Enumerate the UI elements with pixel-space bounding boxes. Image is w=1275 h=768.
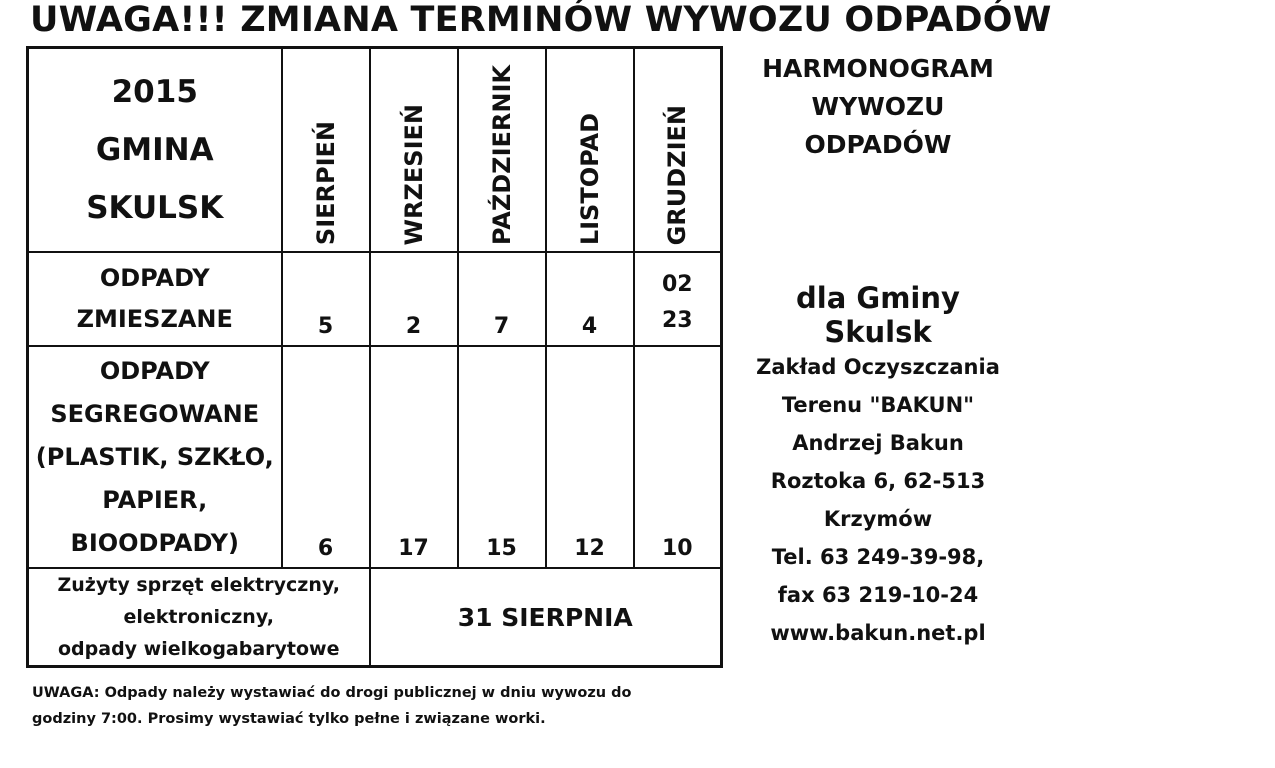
footer-note-line: UWAGA: Odpady należy wystawiać do drogi publicznej w dniu wywozu do [32, 685, 632, 701]
row-label-line: ODPADY [99, 264, 210, 292]
month-label: WRZESIEŃ [399, 103, 428, 245]
mixed-date-second: 23 [661, 308, 693, 333]
footer-note [32, 680, 732, 732]
row-label-line: Zużyty sprzęt elektryczny, elektroniczny, [57, 574, 340, 628]
row-label-line: SEGREGOWANE [50, 399, 260, 428]
segregated-value-wrzesien: 17 [370, 346, 458, 568]
title-year: 2015 [111, 74, 198, 110]
segregated-value-listopad: 12 [546, 346, 634, 568]
electronics-date: 31 SIERPNIA [370, 568, 722, 667]
sidebar-title-line: ODPADÓW [804, 130, 952, 159]
table-title-cell [28, 48, 282, 253]
sidebar-title-line: WYWOZU [811, 92, 945, 121]
company-fax: fax 63 219-10-24 [777, 583, 979, 607]
table-row-mixed-waste [28, 252, 722, 346]
month-label: LISTOPAD [575, 112, 604, 245]
row-label-line: ZMIESZANE [76, 305, 233, 333]
row-label-line: ODPADY [99, 356, 210, 385]
company-info [738, 348, 1018, 652]
mixed-value-wrzesien: 2 [370, 252, 458, 346]
month-header-grudzien [634, 48, 722, 253]
waste-schedule-table [26, 46, 723, 668]
company-address: Roztoka 6, 62-513 [770, 469, 986, 493]
month-header-sierpien [282, 48, 370, 253]
company-phone: Tel. 63 249-39-98, [771, 545, 985, 569]
table-row-electronics [28, 568, 722, 667]
month-label: PAŹDZIERNIK [487, 64, 516, 245]
row-label-line: PAPIER, [102, 485, 208, 514]
month-label: GRUDZIEŃ [663, 104, 692, 245]
month-label: SIERPIEŃ [311, 120, 340, 245]
segregated-value-grudzien: 10 [634, 346, 722, 568]
row-label-line: (PLASTIK, SZKŁO, [35, 442, 274, 471]
company-name-line: Terenu "BAKUN" [781, 393, 975, 417]
title-skulsk: SKULSK [86, 190, 224, 226]
table-header-row [28, 48, 722, 253]
table-row-segregated-waste [28, 346, 722, 568]
sidebar-subtitle: dla Gminy Skulsk [796, 281, 960, 349]
month-header-wrzesien [370, 48, 458, 253]
mixed-date-first: 02 [661, 272, 693, 297]
month-header-pazdziernik [458, 48, 546, 253]
footer-note-line: godziny 7:00. Prosimy wystawiać tylko pełne i związane worki. [32, 711, 546, 727]
row-label-mixed [28, 252, 282, 346]
mixed-value-sierpien: 5 [282, 252, 370, 346]
page-headline: UWAGA!!! ZMIANA TERMINÓW WYWOZU ODPADÓW [30, 0, 1052, 40]
mixed-value-grudzien [634, 252, 722, 346]
mixed-value-pazdziernik: 7 [458, 252, 546, 346]
row-label-line: odpady wielkogabarytowe [58, 638, 340, 660]
row-label-line: BIOODPADY) [70, 528, 239, 557]
title-gmina: GMINA [95, 132, 214, 168]
month-header-listopad [546, 48, 634, 253]
sidebar-title-line: HARMONOGRAM [762, 54, 994, 83]
company-name-line: Zakład Oczyszczania [756, 355, 1000, 379]
row-label-segregated [28, 346, 282, 568]
company-city: Krzymów [823, 507, 933, 531]
company-owner: Andrzej Bakun [792, 431, 964, 455]
segregated-value-sierpien: 6 [282, 346, 370, 568]
segregated-value-pazdziernik: 15 [458, 346, 546, 568]
row-label-electronics [28, 568, 370, 667]
company-website: www.bakun.net.pl [770, 621, 986, 645]
mixed-value-listopad: 4 [546, 252, 634, 346]
sidebar-title [738, 50, 1018, 164]
